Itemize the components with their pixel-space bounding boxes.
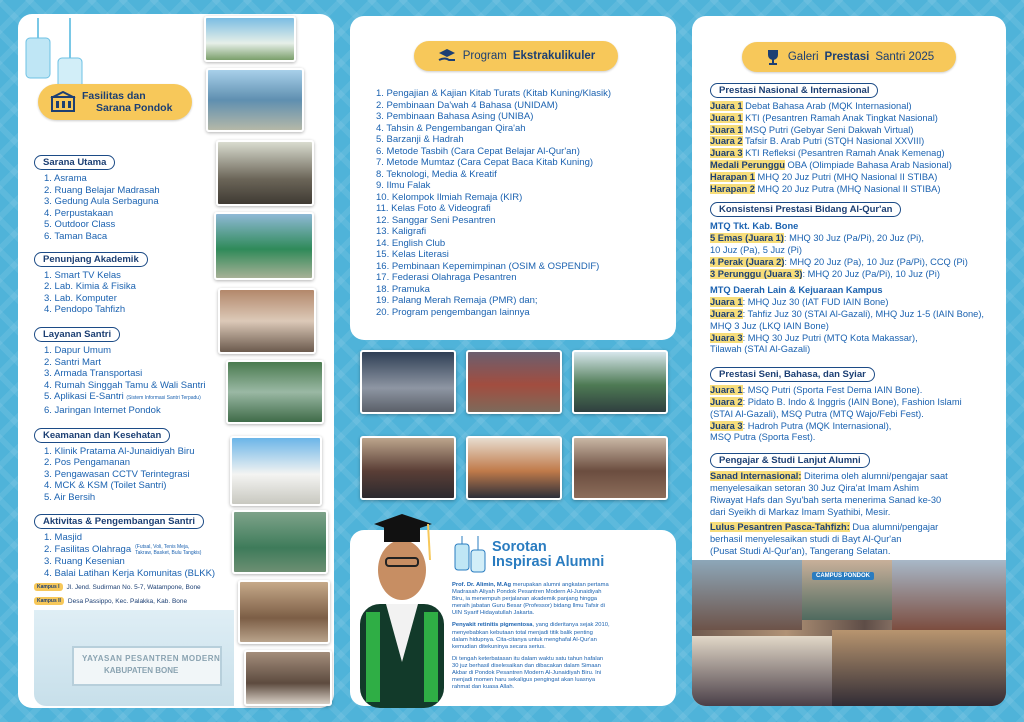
section-keamanan bbox=[34, 425, 234, 504]
photo-hall bbox=[216, 140, 314, 206]
section-layanan-santri bbox=[34, 324, 234, 417]
list-item: 1. Pengajian & Kajian Kitab Turats (Kitab Kuning/Klasik) bbox=[376, 88, 611, 99]
lantern-icon bbox=[452, 536, 488, 580]
list-item: 7. Metode Mumtaz (Cara Cepat Baca Kitab Kuning) bbox=[376, 157, 594, 168]
photo-green-building bbox=[214, 212, 314, 280]
list-item: 1. Dapur Umum bbox=[44, 344, 112, 356]
list-item: 2. Pembinaan Da'wah 4 Bahasa (UNIDAM) bbox=[376, 99, 558, 111]
section-heading: Pengajar & Studi Lanjut Alumni bbox=[710, 453, 870, 468]
list-item: 11. Kelas Foto & Videografi bbox=[376, 203, 491, 214]
photo-building bbox=[204, 16, 296, 62]
title-part: Ekstrakulikuler bbox=[512, 50, 596, 62]
achievement-row: Juara 1: MHQ Juz 30 (IAT FUD IAIN Bone) bbox=[710, 297, 889, 308]
achievements-title bbox=[742, 42, 956, 72]
list-item: 1. Asrama bbox=[44, 173, 87, 184]
list-item: 6. Jaringan Internet Pondok bbox=[44, 404, 161, 416]
photo-students-field bbox=[206, 68, 304, 132]
sub-heading: MTQ Daerah Lain & Kejuaraan Kampus bbox=[710, 285, 883, 296]
graduate-portrait bbox=[346, 512, 450, 708]
list-item: 5. Barzanji & Hadrah bbox=[376, 134, 464, 145]
list-item: 2. Ruang Belajar Madrasah bbox=[44, 184, 160, 196]
section-heading: Penunjang Akademik bbox=[34, 252, 148, 267]
list-item: 18. Pramuka bbox=[376, 283, 430, 295]
campus-address-2: Kampus II Desa Passippo, Kec. Palakka, Kab. Bone bbox=[34, 597, 234, 605]
list-item: 5. Aplikasi E-Santri (Sistem Informasi Santri Terpadu) bbox=[44, 391, 201, 403]
sign-text: KABUPATEN BONE bbox=[104, 666, 179, 675]
achievement-row: 3 Perunggu (Juara 3): MHQ 20 Juz (Pa/Pi), 10 Juz (Pi) bbox=[710, 268, 940, 279]
list-item: 3. Gedung Aula Serbaguna bbox=[44, 196, 159, 208]
achievement-row: Juara 2: Tahfiz Juz 30 (STAI Al-Gazali), MHQ Juz 1-5 (IAIN Bone), bbox=[710, 308, 985, 319]
list-item: 1. Klinik Pratama Al-Junaidiyah Biru bbox=[44, 445, 195, 457]
achievement-row: (STAI Al-Gazali), MSQ Putra (MTQ Wajo/Febi Fest). bbox=[710, 408, 924, 419]
olahraga-note: Takraw, Basket, Bulu Tangkis) bbox=[135, 550, 202, 557]
achievement-row: Medali Perunggu OBA (Olimpiade Bahasa Arab Nasional) bbox=[710, 159, 952, 170]
list-item: 13. Kaligrafi bbox=[376, 226, 427, 237]
achievement-row: 4 Perak (Juara 2): MHQ 20 Juz (Pa), 10 Juz (Pa/Pi), CCQ (Pi) bbox=[710, 256, 968, 267]
achievement-row: Juara 1 KTI (Pesantren Ramah Anak Tingkat Nasional) bbox=[710, 112, 938, 123]
photo-students-lab bbox=[244, 650, 332, 706]
list-item: 4. MCK & KSM (Toilet Santri) bbox=[44, 480, 167, 492]
photo-campus-aerial bbox=[226, 360, 324, 424]
extracurricular-title bbox=[414, 41, 618, 71]
olahraga-note: (Futsal, Voli, Tenis Meja, bbox=[135, 544, 190, 551]
list-item: 2. Pos Pengamanan bbox=[44, 457, 131, 469]
text-row: menyelesaikan setoran 30 Juz Qira'at Imam Ashim bbox=[710, 482, 919, 493]
photo-clinic bbox=[230, 436, 322, 506]
list-item: 15. Kelas Literasi bbox=[376, 249, 449, 260]
alumni-title-line1: Sorotan bbox=[492, 539, 547, 555]
photo-activity-6 bbox=[572, 436, 668, 500]
text-row: berhasil menyelesaikan studi di Bayt Al-Qur'an bbox=[710, 534, 902, 545]
arts-achievements bbox=[710, 385, 1000, 444]
campus-label: Kampus II bbox=[34, 597, 64, 605]
list-item: 5. Air Bersih bbox=[44, 491, 96, 503]
title-part: Program bbox=[462, 50, 507, 62]
section-heading: Keamanan dan Kesehatan bbox=[34, 428, 170, 443]
alumni-studies bbox=[710, 471, 1000, 558]
alumni-name: Prof. Dr. Alimin, M.Ag bbox=[452, 582, 512, 588]
list-item: 3. Pembinaan Bahasa Asing (UNIBA) bbox=[376, 111, 534, 122]
facilities-title-line2: Sarana Pondok bbox=[96, 102, 173, 114]
list-item: 6. Metode Tasbih (Cara Cepat Belajar Al-Qur'an) bbox=[376, 145, 580, 157]
list-item: 2. Fasilitas Olahraga (Futsal, Voli, Tenis Meja, Takraw, Basket, Bulu Tangkis) bbox=[44, 544, 202, 557]
achievement-row: Juara 1: MSQ Putri (Sporta Fest Dema IAIN Bone). bbox=[710, 385, 923, 396]
list-item: 3. Ruang Kesenian bbox=[44, 556, 125, 568]
campus-label: Kampus I bbox=[34, 583, 63, 591]
achievement-row: Harapan 1 MHQ 20 Juz Putri (MHQ Nasional II STIBA) bbox=[710, 171, 938, 182]
photo-activity-5 bbox=[466, 436, 562, 500]
list-item: 4. Perpustakaan bbox=[44, 207, 114, 219]
text-row: Sanad Internasional: Diterima oleh alumni/pengajar saat bbox=[710, 471, 948, 482]
list-item: 3. Lab. Komputer bbox=[44, 292, 117, 304]
list-item: 6. Taman Baca bbox=[44, 230, 108, 242]
achievement-row: Juara 1 Debat Bahasa Arab (MQK Internasional) bbox=[710, 101, 912, 111]
achievement-row: Juara 2 Tafsir B. Arab Putri (STQH Nasional XXVIII) bbox=[710, 136, 925, 147]
lantern-decoration bbox=[20, 18, 90, 138]
facilities-title-line1: Fasilitas dan bbox=[82, 90, 146, 102]
list-item: 2. Santri Mart bbox=[44, 356, 102, 368]
section-heading: Konsistensi Prestasi Bidang Al-Qur'an bbox=[710, 202, 901, 217]
achievement-row: Tilawah (STAI Al-Gazali) bbox=[710, 344, 811, 355]
list-item: 1. Smart TV Kelas bbox=[44, 269, 121, 281]
title-part: Galeri bbox=[787, 51, 819, 63]
list-item: 19. Palang Merah Remaja (PMR) dan; bbox=[376, 295, 538, 306]
list-item: 16. Pembinaan Kepemimpinan (OSIM & OSPENDIF) bbox=[376, 260, 600, 272]
sub-heading: MTQ Tkt. Kab. Bone bbox=[710, 221, 799, 232]
list-item: 4. Rumah Singgah Tamu & Wali Santri bbox=[44, 379, 206, 391]
section-penunjang-akademik bbox=[34, 249, 234, 316]
facilities-sections bbox=[34, 152, 234, 605]
trophy-icon bbox=[764, 48, 782, 66]
list-item: 10. Kelompok Ilmiah Remaja (KIR) bbox=[376, 191, 523, 203]
extracurricular-list bbox=[376, 88, 611, 318]
list-item: 20. Program pengembangan lainnya bbox=[376, 306, 530, 318]
section-sarana-utama bbox=[34, 152, 234, 243]
achievement-row: Juara 3: Hadroh Putra (MQK Internasional), bbox=[710, 420, 892, 431]
quran-achievements bbox=[710, 221, 1000, 356]
list-item: 4. Pendopo Tahfizh bbox=[44, 304, 126, 316]
text-row: Lulus Pesantren Pasca-Tahfizh: Dua alumni/pengajar bbox=[710, 522, 939, 533]
sign-text: YAYASAN PESANTREN MODERN bbox=[82, 654, 221, 663]
achievement-row: Juara 1 MSQ Putri (Gebyar Seni Dakwah Virtual) bbox=[710, 124, 914, 135]
photo-classroom bbox=[218, 288, 316, 354]
title-part: Prestasi bbox=[824, 51, 870, 63]
achievement-row: 10 Juz (Pa), 5 Juz (Pi) bbox=[710, 244, 802, 255]
alumni-paragraph-1: Prof. Dr. Alimin, M.Ag merupakan alumni angkatan pertama Madrasah Aliyah Pondok Pesantren Modern Al-Junaidiyah Biru, ia menempuh perjalanan akademik panjang hingga meraih jabatan Guru Besar (Professor) bidang Ilmu Tafsir di UIN Syarif Hidayatullah Jakarta. bbox=[452, 582, 609, 617]
section-heading: Prestasi Seni, Bahasa, dan Syiar bbox=[710, 367, 875, 382]
achievement-row: Juara 2: Pidato B. Indo & Inggris (IAIN Bone), Fashion Islami bbox=[710, 396, 962, 407]
list-item: 3. Armada Transportasi bbox=[44, 368, 143, 380]
text-row: (Pusat Studi Al-Qur'an), Tangerang Selatan. bbox=[710, 545, 891, 556]
section-aktivitas bbox=[34, 511, 234, 579]
national-achievements bbox=[710, 101, 1000, 195]
alumni-paragraph-3: Di tengah keterbatasan itu dalam waktu satu tahun hafalan 30 juz berhasil diselesaikan dan dibacakan dalam Simaan Akbar di Pondok Pesantren Modern Al-Junaidiyah Biru. Ini menjadi momen haru sekaligus pengingat akan luasnya rahmat dan kuasa Allah. bbox=[452, 655, 604, 691]
list-item: 12. Sanggar Seni Pesantren bbox=[376, 214, 496, 226]
campus-address-1: Kampus I Jl. Jend. Sudirman No. 5-7, Watampone, Bone bbox=[34, 583, 234, 591]
building-sign-photo bbox=[34, 610, 234, 706]
building-icon bbox=[50, 91, 76, 113]
photo-activity bbox=[238, 580, 330, 644]
section-heading: Sarana Utama bbox=[34, 155, 115, 170]
achievement-row: Harapan 2 MHQ 20 Juz Putra (MHQ Nasional II STIBA) bbox=[710, 183, 941, 194]
list-item: 17. Federasi Olahraga Pesantren bbox=[376, 272, 517, 283]
section-heading: Prestasi Nasional & Internasional bbox=[710, 83, 878, 98]
list-item: 2. Lab. Kimia & Fisika bbox=[44, 281, 136, 293]
list-item: 14. English Club bbox=[376, 237, 446, 249]
achievement-row: MHQ 3 Juz (LKQ IAIN Bone) bbox=[710, 320, 829, 331]
list-item: 1. Masjid bbox=[44, 532, 83, 544]
section-heading: Aktivitas & Pengembangan Santri bbox=[34, 514, 204, 529]
facilities-title bbox=[38, 84, 192, 120]
alumni-title bbox=[492, 540, 604, 570]
list-item: 9. Ilmu Falak bbox=[376, 180, 431, 191]
list-item: 4. Balai Latihan Kerja Komunitas (BLKK) bbox=[44, 567, 216, 579]
section-heading: Layanan Santri bbox=[34, 327, 120, 342]
photo-blkk-sign bbox=[232, 510, 328, 574]
graduation-hand-icon bbox=[437, 47, 457, 65]
achievement-row: Juara 3: MHQ 30 Juz Putri (MTQ Kota Makassar), bbox=[710, 332, 918, 343]
title-part: Santri 2025 bbox=[875, 51, 935, 63]
achievement-row: 5 Emas (Juara 1): MHQ 30 Juz (Pa/Pi), 20 Juz (Pi), bbox=[710, 233, 924, 244]
photo-activity-3 bbox=[572, 350, 668, 414]
esantri-note: (Sistem Informasi Santri Terpadu) bbox=[126, 395, 201, 402]
achievements-collage bbox=[692, 560, 1006, 706]
collage-banner: CAMPUS PONDOK bbox=[812, 572, 874, 580]
text-row: dari Syeikh di Markaz Imam Syathibi, Mesir. bbox=[710, 506, 891, 517]
alumni-text bbox=[452, 582, 672, 691]
list-item: 8. Teknologi, Media & Kreatif bbox=[376, 168, 497, 180]
achievement-row: Juara 3 KTI Refleksi (Pesantren Ramah Anak Kemenag) bbox=[710, 148, 945, 159]
photo-activity-4 bbox=[360, 436, 456, 500]
list-item: 5. Outdoor Class bbox=[44, 219, 116, 231]
photo-activity-2 bbox=[466, 350, 562, 414]
alumni-paragraph-2: Penyakit retinitis pigmentosa, yang dideritanya sejak 2010, menyebabkan kebutaan total menjadi titik balik penting dalam hidupnya. Cita-citanya untuk menghafal Al-Qur'an kemudian ditekuninya secara serius. bbox=[452, 622, 610, 650]
achievement-row: MSQ Putra (Sporta Fest). bbox=[710, 432, 816, 443]
alumni-title-line2: Inspirasi Alumni bbox=[492, 554, 605, 570]
list-item: 3. Pengawasan CCTV Terintegrasi bbox=[44, 468, 190, 480]
text-row: Riwayat Hafs dan Syu'bah serta menerima Sanad ke-30 bbox=[710, 494, 942, 505]
achievements-content bbox=[710, 80, 1000, 558]
photo-activity-1 bbox=[360, 350, 456, 414]
list-item: 4. Tahsin & Pengembangan Qira'ah bbox=[376, 122, 526, 134]
